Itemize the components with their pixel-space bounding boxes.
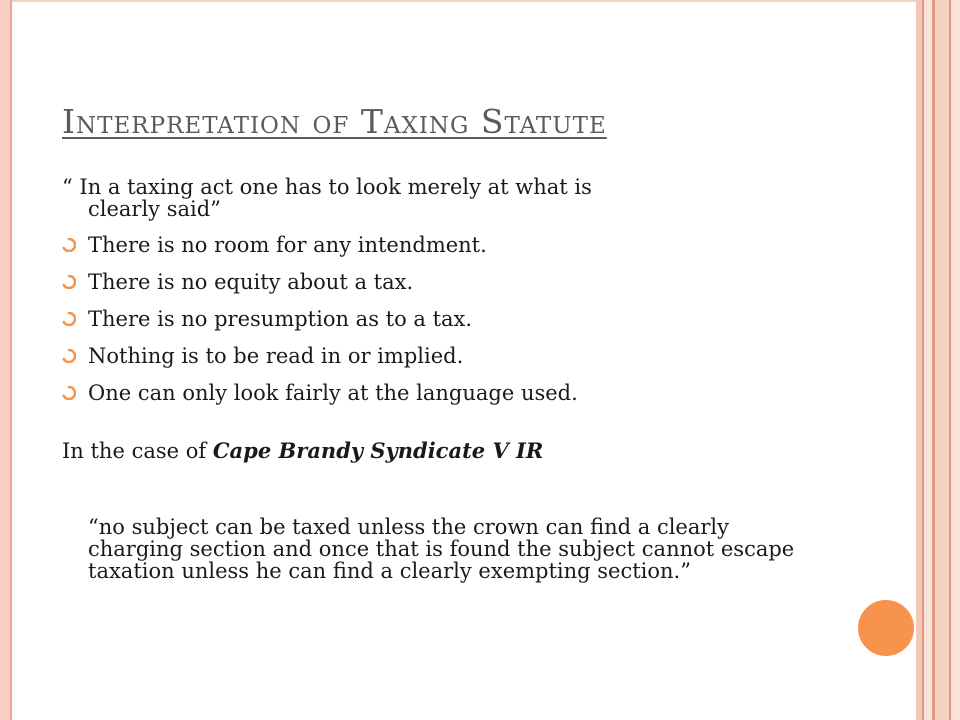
bullet-text: One can only look fairly at the language used. bbox=[88, 381, 578, 405]
frame-left-border bbox=[0, 0, 10, 720]
orange-ring-bullet-icon bbox=[62, 386, 76, 400]
orange-circle-decoration bbox=[856, 598, 916, 658]
right-stripe bbox=[924, 0, 932, 720]
orange-ring-bullet-icon bbox=[62, 238, 76, 252]
bullet-text: There is no room for any intendment. bbox=[88, 233, 487, 257]
orange-ring-bullet-icon bbox=[62, 312, 76, 326]
case-quote: “no subject can be taxed unless the crown can find a clearly charging section and once that is found the subject cannot escape taxation unless he can find a clearly exempting section.” bbox=[88, 515, 795, 583]
right-stripe bbox=[951, 0, 960, 720]
bullet-text: Nothing is to be read in or implied. bbox=[88, 344, 464, 368]
case-reference bbox=[62, 440, 842, 462]
case-name: Cape Brandy Syndicate V IR bbox=[212, 438, 544, 463]
bullet-text: There is no presumption as to a tax. bbox=[88, 307, 473, 331]
bullet-item bbox=[62, 345, 842, 367]
bullet-text: There is no equity about a tax. bbox=[88, 270, 414, 294]
bullet-item bbox=[62, 271, 842, 293]
slide-title: Interpretation of Taxing Statute bbox=[62, 102, 607, 141]
frame-top-border bbox=[0, 0, 960, 2]
intro-quote-line1: “ In a taxing act one has to look merely at what is bbox=[62, 175, 592, 199]
orange-ring-bullet-icon bbox=[62, 349, 76, 363]
bullet-item bbox=[62, 234, 842, 256]
frame-left-line bbox=[10, 0, 12, 720]
orange-ring-bullet-icon bbox=[62, 275, 76, 289]
right-stripe bbox=[935, 0, 949, 720]
intro-quote-line2: clearly said” bbox=[88, 197, 221, 221]
bullet-item bbox=[62, 382, 842, 404]
bullet-list bbox=[62, 234, 842, 404]
intro-quote bbox=[62, 176, 842, 220]
bullet-item bbox=[62, 308, 842, 330]
case-prefix: In the case of bbox=[62, 439, 213, 463]
slide-body bbox=[62, 176, 842, 582]
